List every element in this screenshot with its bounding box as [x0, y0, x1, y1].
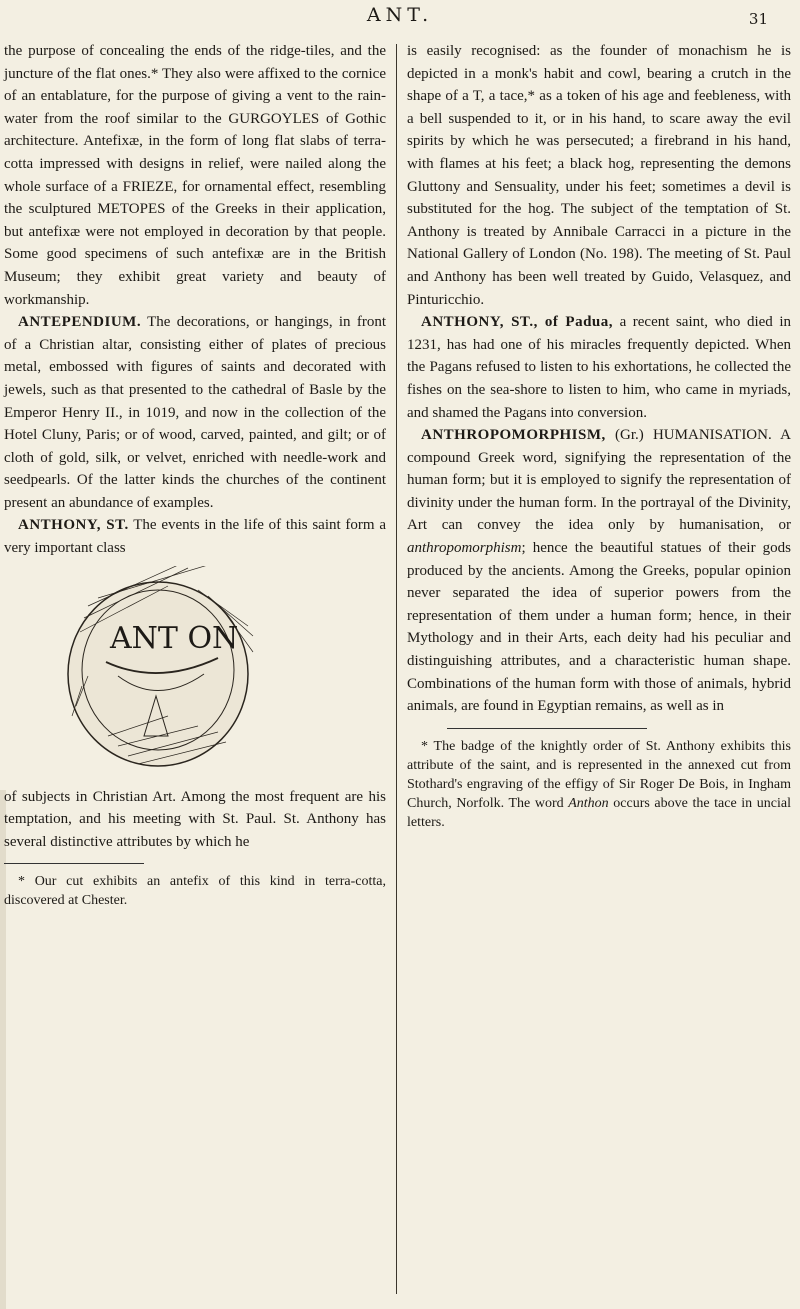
anthropomorphism-entry [407, 424, 791, 718]
entry-headword: ANTEPENDIUM. [18, 314, 142, 331]
footnote-rule [4, 863, 144, 864]
footnote-rule [447, 728, 647, 729]
antefix-illustration [48, 566, 284, 780]
footnote-italic-word: Anthon [568, 795, 609, 811]
entry-italic-term: anthropomorphism [407, 540, 522, 557]
anthony-entry-continued: of subjects in Christian Art. Among the most frequent are his temptation, and his meeting with St. Paul. St. Anthony has several distinctive attributes by which he [4, 788, 386, 850]
antependium-entry [4, 311, 386, 514]
figure-lettering: ANT ON [110, 620, 239, 656]
entry-etymology: (Gr.) HUMANISATION. [605, 427, 772, 444]
antefix-paragraph: the purpose of concealing the ends of the ridge-tiles, and the juncture of the flat ones.* They also were affixed to the cornice of an entablature, for the purpose of giving a vent to the rain-water from the roof similar to the GURGOYLES of Gothic architecture. Antefixæ, in the form of long flat slabs of terra-cotta impressed with designs in relief, were nailed along the whole surface of a FRIEZE, for ornamental effect, resembling the sculptured METOPES of the Greeks in their application, but antefixæ were not employed in decoration by that people. Some good specimens of such antefixæ are in the British Museum; they exhibit great variety and beauty of workmanship. [4, 43, 386, 308]
page-number: 31 [748, 10, 768, 28]
entry-headword: ANTHROPOMORPHISM, [421, 427, 606, 444]
running-head: ANT. [366, 4, 434, 26]
left-column [4, 40, 386, 910]
anthony-padua-entry [407, 311, 791, 424]
anthony-continued-paragraph: is easily recognised: as the founder of monachism he is depicted in a monk's habit and cowl, bearing a crutch in the shape of a T, a tace,* as a token of his age and feebleness, with a bell suspended to it, or in his hand, to scare away the evil spirits by which he was persecuted; a firebrand in his hand, with flames at his feet; a black hog, representing the demons Gluttony and Sensuality, under his feet; sometimes a devil is substituted for the hog. The subject of the temptation of St. Anthony is treated by Annibale Carracci in a picture in the National Gallery of London (No. 198). The meeting of St. Paul and Anthony has been well treated by Guido, Velasquez, and Pinturicchio. [407, 43, 791, 308]
entry-headword: ANTHONY, ST., of Padua, [421, 314, 614, 331]
entry-body: The events in the life of this saint form a very important class [4, 517, 386, 557]
entry-body-continued: ; hence the beautiful statues of their gods produced by the ancients. Among the Greeks, popular opinion never separated the idea of superior powers from the representation of them under a human form; hence, in their Mythology and in their Arts, each deity had his peculiar and distinguishing attributes, and a characteristic human shape. Combinations of the human form with those of animals, hybrid animals, are found in Egyptian remains, as well as in [407, 540, 791, 715]
right-column [407, 40, 791, 832]
column-divider [396, 44, 397, 1294]
entry-body: A compound Greek word, signifying the representation of the human form; but it is employed to signify the representation of divinity under the human form. In the portrayal of the Divinity, Art can convey the idea only by humanisation, or [407, 427, 791, 534]
entry-headword: ANTHONY, ST. [18, 517, 129, 534]
page-header [0, 4, 800, 38]
antefix-figure [48, 566, 284, 780]
entry-body: The decorations, or hangings, in front of a Christian altar, consisting either of plates of precious metal, embossed with figures of saints and decorated with jewels, such as that presented to the cathedral of Basle by the Emperor Henry II., in 1019, and now in the collection of the Hotel Cluny, Paris; or of wood, carved, painted, and gilt; or of cloth of gold, silk, or velvet, enriched with needle-work and seedpearls. Of the latter kinds the churches of the continent present an abundance of examples. [4, 314, 386, 511]
entry-body: a recent saint, who died in 1231, has had one of his miracles frequently depicted. When the Pagans refused to listen to his exhortations, he collected the fishes on the sea-shore to listen to him, who came in myriads, and shamed the Pagans into conversion. [407, 314, 791, 421]
footnote-text-end: occurs above the tace in uncial letters. [407, 795, 791, 830]
footnote: * Our cut exhibits an antefix of this kind in terra-cotta, discovered at Chester. [4, 874, 386, 909]
footnote-text: * The badge of the knightly order of St. Anthony exhibits this attribute of the saint, and is represented in the annexed cut from Stothard's engraving of the effigy of Sir Roger De Bois, in Ingham Church, Norfolk. The word [407, 738, 791, 811]
footnote [407, 737, 791, 832]
anthony-entry [4, 514, 386, 559]
